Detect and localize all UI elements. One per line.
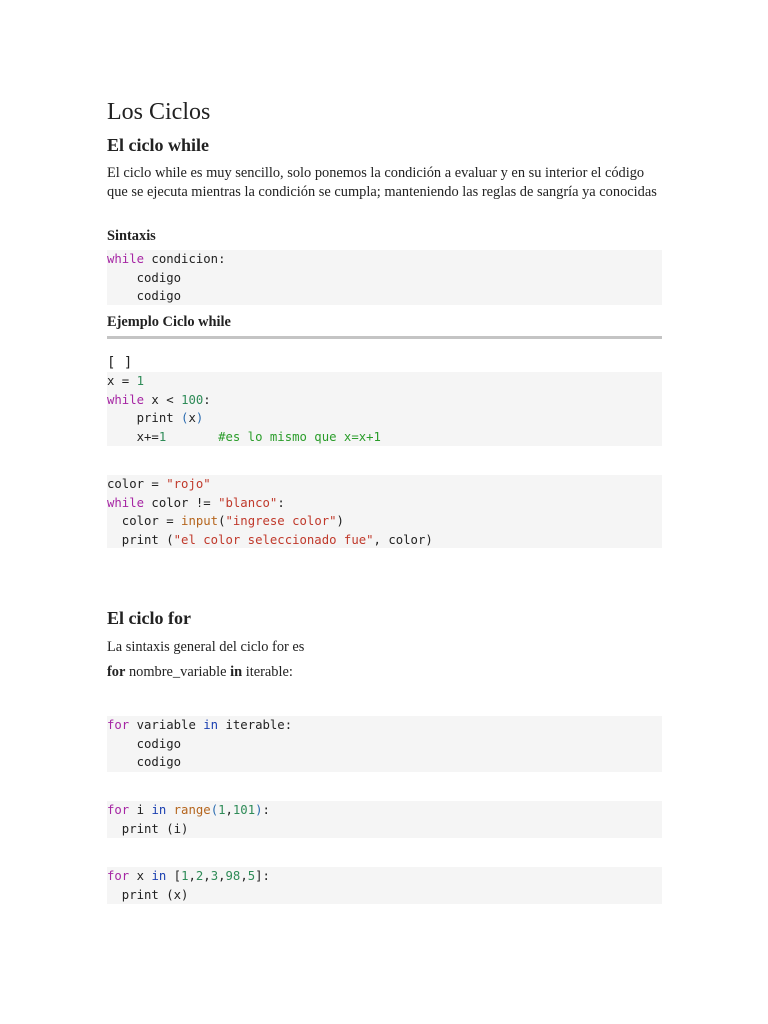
code-text: color = bbox=[107, 477, 167, 491]
paren: ) bbox=[255, 803, 263, 817]
for-syntax-code bbox=[107, 716, 662, 772]
in-keyword: in bbox=[230, 664, 243, 680]
for-heading: El ciclo for bbox=[107, 608, 191, 628]
code-text: print bbox=[107, 411, 182, 426]
keyword: in bbox=[151, 803, 167, 817]
code-line bbox=[107, 716, 662, 735]
code-text: , bbox=[203, 869, 211, 883]
code-line bbox=[107, 409, 662, 428]
code-text bbox=[166, 430, 218, 444]
keyword: for bbox=[107, 869, 130, 883]
for-range-code bbox=[107, 801, 662, 838]
builtin-function: input bbox=[181, 514, 219, 529]
code-text: color = bbox=[107, 514, 182, 529]
builtin-function: range bbox=[173, 803, 211, 817]
code-text: : bbox=[203, 392, 211, 407]
for-list-code bbox=[107, 867, 662, 904]
example-while-label: Ejemplo Ciclo while bbox=[107, 314, 231, 330]
output-brackets: [ ] bbox=[107, 355, 133, 371]
paren: ) bbox=[195, 411, 204, 426]
string-literal: "ingrese color" bbox=[225, 514, 337, 529]
keyword: while bbox=[107, 392, 145, 407]
number-literal: 100 bbox=[181, 392, 204, 407]
number-literal: 101 bbox=[232, 803, 256, 817]
code-text: ( bbox=[218, 514, 226, 529]
paren: ( bbox=[210, 803, 219, 817]
code-text: : bbox=[277, 495, 285, 510]
code-text: x bbox=[188, 411, 196, 426]
code-line bbox=[107, 867, 662, 886]
code-line: print (i) bbox=[107, 821, 189, 836]
code-text: condicion: bbox=[144, 252, 226, 266]
keyword: in bbox=[203, 718, 219, 732]
keyword: for bbox=[107, 718, 130, 732]
keyword: for bbox=[107, 803, 130, 817]
code-line bbox=[107, 475, 662, 494]
string-literal: "el color seleccionado fue" bbox=[173, 532, 374, 547]
syntax-text: nombre_variable bbox=[125, 664, 231, 680]
while-example-code-1 bbox=[107, 372, 662, 446]
number-literal: 1 bbox=[158, 429, 167, 444]
section-divider bbox=[107, 336, 662, 339]
code-text: x+= bbox=[107, 429, 159, 444]
number-literal: 1 bbox=[136, 374, 145, 388]
keyword: in bbox=[151, 869, 167, 883]
page-title: Los Ciclos bbox=[107, 99, 211, 125]
code-line bbox=[107, 372, 662, 391]
code-text: iterable: bbox=[218, 718, 293, 732]
keyword: while bbox=[107, 495, 145, 510]
code-text: [ bbox=[166, 869, 182, 883]
code-line bbox=[107, 428, 662, 447]
code-text: , bbox=[240, 869, 248, 883]
code-line bbox=[107, 512, 662, 531]
for-keyword: for bbox=[107, 664, 126, 680]
code-line: codigo bbox=[107, 736, 182, 751]
while-example-code-2 bbox=[107, 475, 662, 548]
code-line: codigo bbox=[107, 289, 182, 304]
number-literal: 98 bbox=[225, 869, 241, 883]
for-description: La sintaxis general del ciclo for es bbox=[107, 639, 305, 655]
code-text: x bbox=[129, 869, 152, 883]
code-text: , bbox=[188, 869, 196, 883]
code-text: i bbox=[129, 803, 152, 817]
number-literal: 5 bbox=[247, 869, 256, 883]
number-literal: 1 bbox=[218, 803, 226, 817]
code-text bbox=[166, 803, 173, 817]
code-text: color != bbox=[144, 495, 219, 510]
code-line: print (x) bbox=[107, 887, 189, 902]
code-text: x < bbox=[144, 392, 182, 407]
code-line bbox=[107, 494, 662, 513]
for-syntax-line bbox=[107, 663, 662, 682]
code-text: ]: bbox=[255, 869, 270, 883]
code-line bbox=[107, 250, 662, 269]
code-text: variable bbox=[129, 718, 204, 732]
string-literal: "blanco" bbox=[218, 495, 278, 510]
code-line bbox=[107, 391, 662, 410]
code-line bbox=[107, 801, 662, 820]
code-text: , bbox=[225, 803, 233, 817]
while-syntax-code bbox=[107, 250, 662, 305]
code-text: , bbox=[218, 869, 226, 883]
code-text: ) bbox=[336, 514, 344, 529]
keyword: while bbox=[107, 252, 145, 266]
code-line: codigo bbox=[107, 755, 182, 770]
code-line bbox=[107, 531, 662, 550]
code-line: codigo bbox=[107, 270, 182, 285]
syntax-text: iterable: bbox=[242, 664, 293, 680]
number-literal: 2 bbox=[195, 869, 204, 883]
code-text: print ( bbox=[107, 532, 174, 547]
number-literal: 3 bbox=[210, 869, 219, 883]
string-literal: "rojo" bbox=[166, 477, 211, 491]
paren: ( bbox=[181, 411, 189, 426]
code-text: : bbox=[262, 803, 270, 817]
code-text: x = bbox=[107, 374, 137, 388]
code-comment: #es lo mismo que x=x+1 bbox=[218, 429, 381, 444]
while-description: El ciclo while es muy sencillo, solo ponemos la condición a evaluar y en su interior el código que se ejecuta mientras la condición se cumpla; manteniendo las reglas de sangría ya conocidas bbox=[107, 165, 657, 200]
while-heading: El ciclo while bbox=[107, 135, 209, 155]
code-text: , color) bbox=[373, 532, 433, 547]
number-literal: 1 bbox=[181, 869, 189, 883]
syntax-label: Sintaxis bbox=[107, 228, 156, 244]
